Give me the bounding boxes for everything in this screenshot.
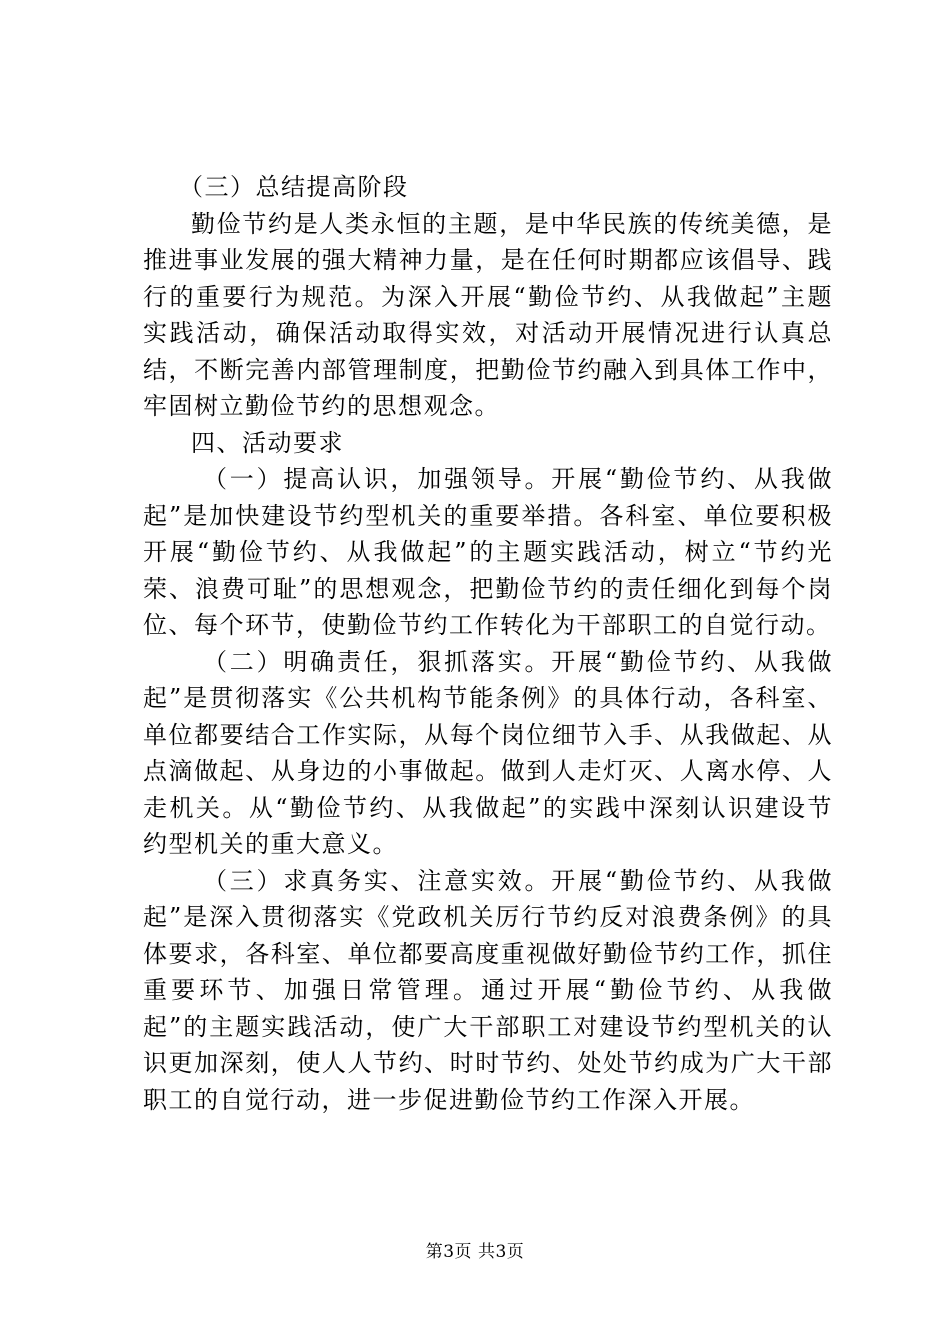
- requirements-heading: 四、活动要求: [191, 428, 344, 457]
- requirement-3-paragraph: （三）求真务实、注意实效。开展“勤俭节约、从我做起”是深入贯彻落实《党政机关厉行节约反对浪费条例》的具体要求，各科室、单位都要高度重视做好勤俭节约工作，抓住重要环节、加强日常管理。通过开展“勤俭节约、从我做起”的主题实践活动，使广大干部职工对建设节约型机关的认识更加深刻，使人人节约、时时节约、处处节约成为广大干部职工的自觉行动，进一步促进勤俭节约工作深入开展。: [143, 866, 833, 1114]
- stage3-heading: （三）总结提高阶段: [179, 173, 409, 201]
- stage3-paragraph: 勤俭节约是人类永恒的主题，是中华民族的传统美德，是推进事业发展的强大精神力量，是在任何时期都应该倡导、践行的重要行为规范。为深入开展“勤俭节约、从我做起”主题实践活动，确保活动取得实效，对活动开展情况进行认真总结，不断完善内部管理制度，把勤俭节约融入到具体工作中，牢固树立勤俭节约的思想观念。: [143, 209, 833, 420]
- requirement-1-paragraph: （一）提高认识，加强领导。开展“勤俭节约、从我做起”是加快建设节约型机关的重要举措。各科室、单位要积极开展“勤俭节约、从我做起”的主题实践活动，树立“节约光荣、浪费可耻”的思想观念，把勤俭节约的责任细化到每个岗位、每个环节，使勤俭节约工作转化为干部职工的自觉行动。: [143, 465, 833, 639]
- requirement-2-paragraph: （二）明确责任，狠抓落实。开展“勤俭节约、从我做起”是贯彻落实《公共机构节能条例》的具体行动，各科室、单位都要结合工作实际，从每个岗位细节入手、从我做起、从点滴做起、从身边的小事做起。做到人走灯灭、人离水停、人走机关。从“勤俭节约、从我做起”的实践中深刻认识建设节约型机关的重大意义。: [143, 647, 833, 858]
- document-body: [143, 169, 833, 1118]
- page-footer: 第3页 共3页: [425, 1242, 525, 1262]
